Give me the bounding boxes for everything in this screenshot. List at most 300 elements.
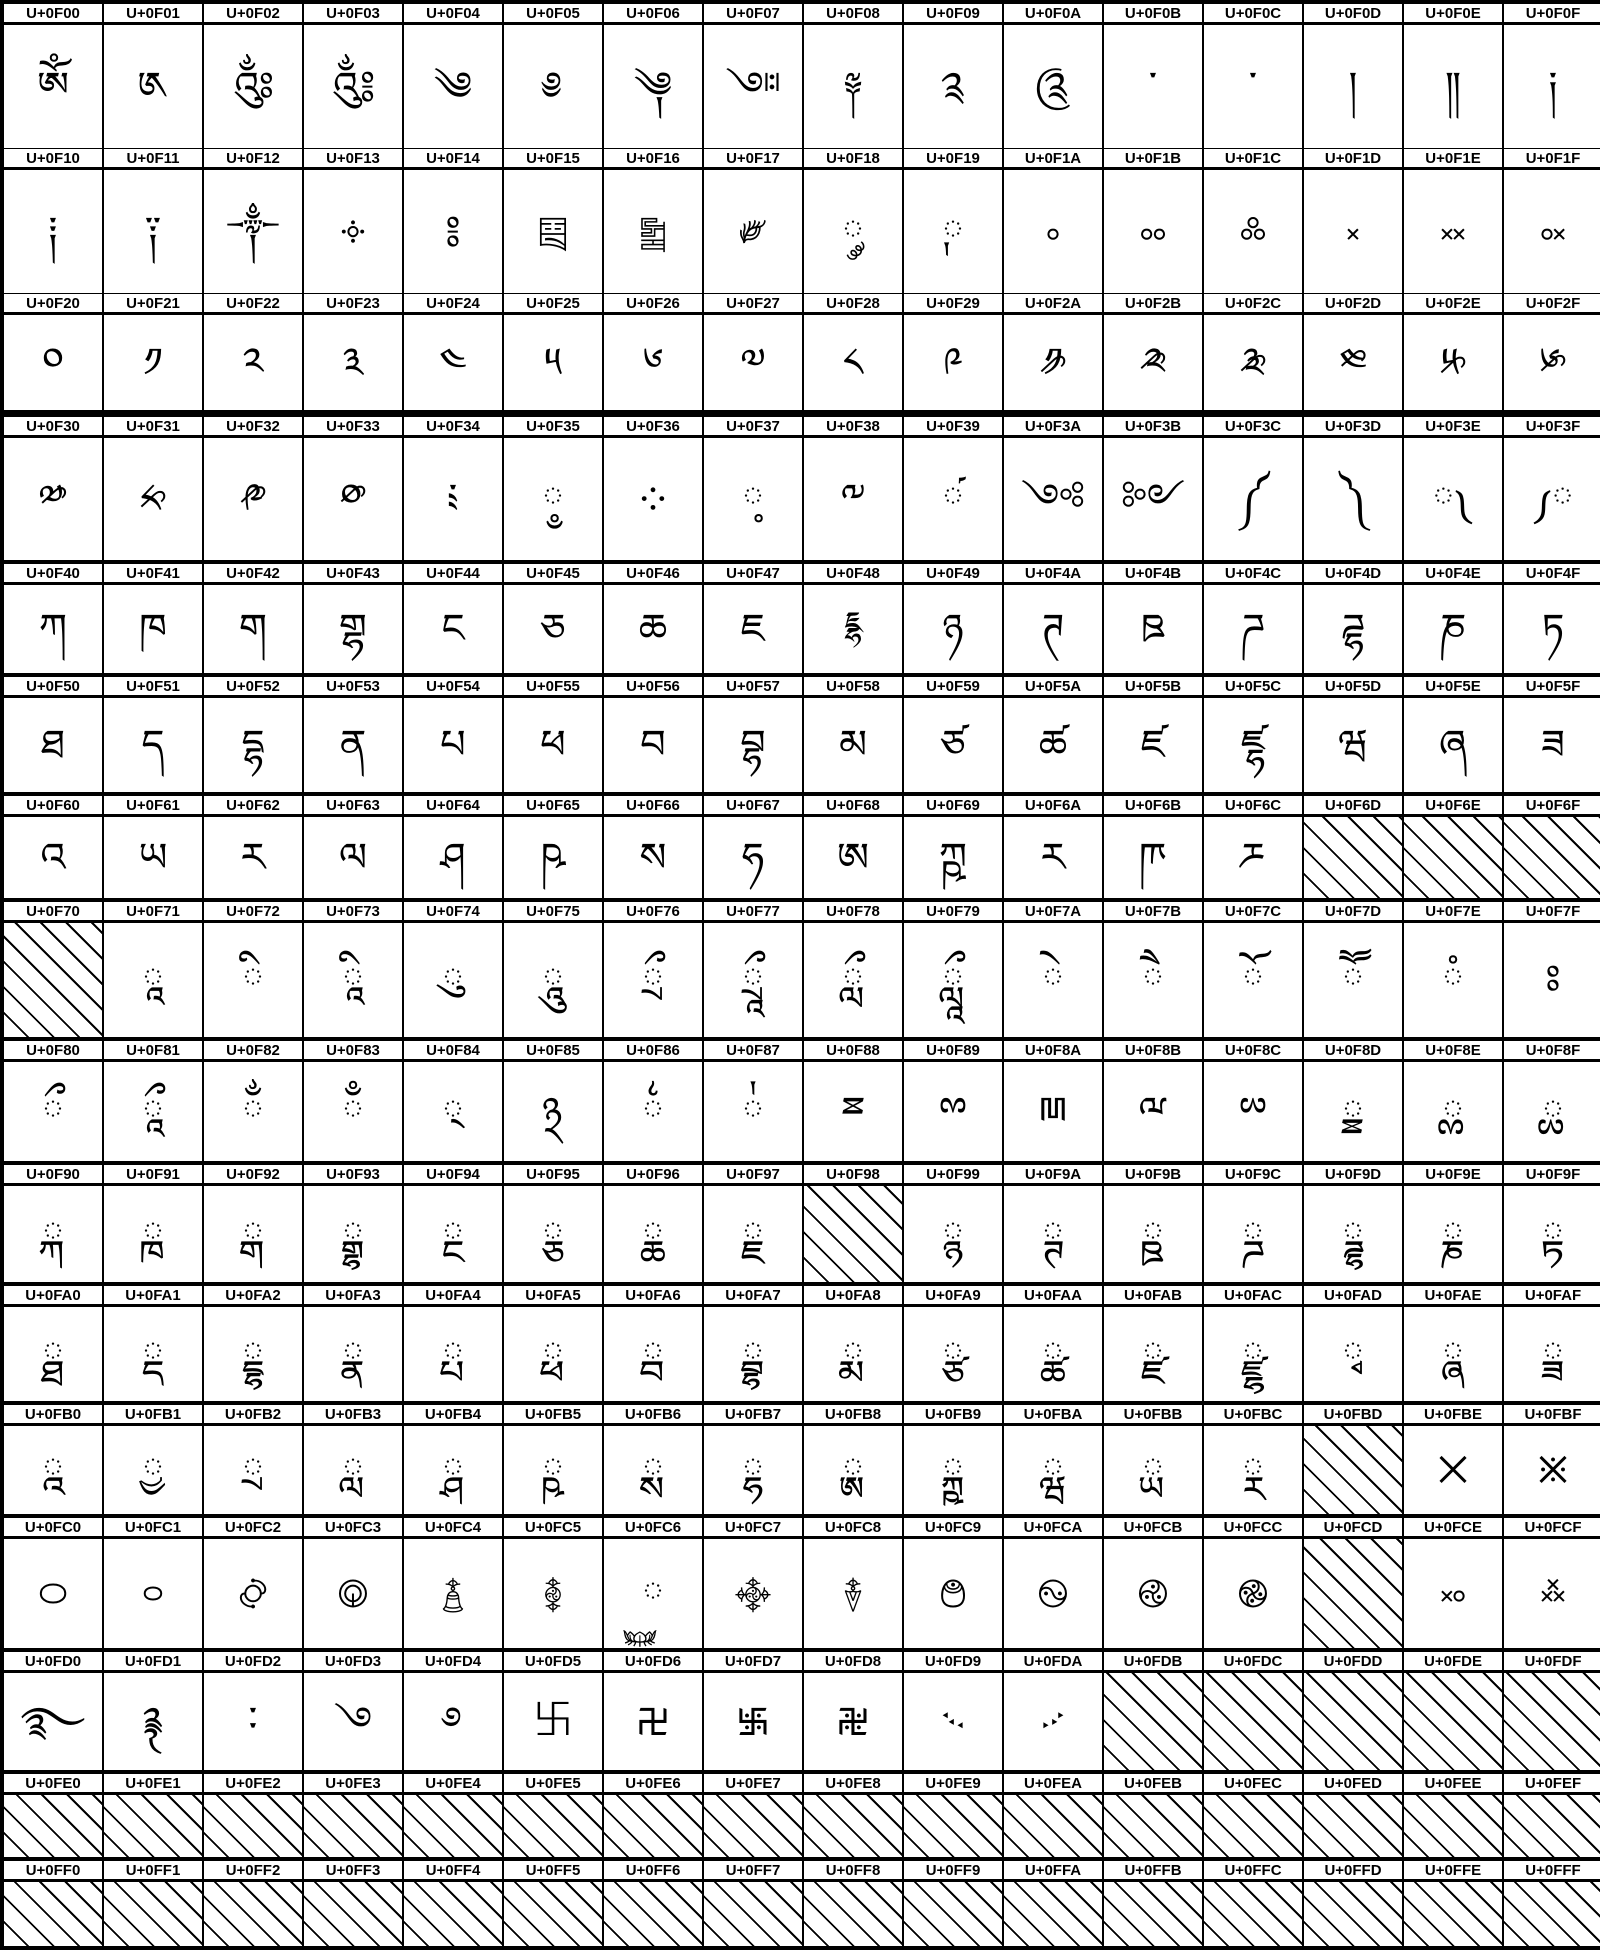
code-point-cell [104,902,202,1037]
glyph-sample: ༂ [232,63,274,110]
glyph-box [1104,1062,1202,1161]
glyph-sample: ◌ོ [1242,957,1264,1003]
glyph-sample: ◌ྂ [242,1088,264,1135]
code-point-cell [504,677,602,792]
glyph-sample: ༡ [143,339,163,386]
unassigned-hatch [1504,1882,1600,1946]
glyph-box [704,315,802,410]
glyph-box [204,1673,302,1770]
code-point-label: U+0FB2 [204,1405,302,1423]
code-point-label: U+0FB3 [304,1405,402,1423]
glyph-sample: ཆ [638,606,668,652]
code-point-cell [1004,4,1102,148]
code-point-cell [1404,1518,1502,1648]
glyph-sample: ◌ྞ [1442,1211,1464,1257]
glyph-box [904,315,1002,410]
code-point-label: U+0F77 [704,902,802,920]
code-point-label: U+0F5A [1004,677,1102,695]
unassigned-hatch [1404,817,1502,898]
glyph-sample: ࿙ [941,1698,965,1745]
code-point-label: U+0F27 [704,294,802,312]
code-point-label: U+0FD2 [204,1652,302,1670]
glyph-sample: ཁ [139,606,167,652]
code-point-label: U+0FD5 [504,1652,602,1670]
glyph-box [904,1062,1002,1161]
code-point-cell [804,1405,902,1514]
code-point-label: U+0F01 [104,4,202,22]
code-point-label: U+0FA3 [304,1286,402,1304]
glyph-sample: ༕ [537,208,569,255]
code-point-label: U+0F8B [1104,1041,1202,1059]
code-point-cell [1104,564,1202,673]
glyph-sample: ࿋ [1137,1570,1169,1617]
glyph-sample: ༃ [330,63,376,110]
code-point-label: U+0F4D [1304,564,1402,582]
code-point-cell [104,4,202,148]
code-point-cell [904,1774,1002,1857]
glyph-box [704,25,802,148]
glyph-box [1204,817,1302,898]
code-point-cell [4,1405,102,1514]
glyph-box [704,1673,802,1770]
glyph-sample: ལ [338,834,368,881]
glyph-sample: ◌ཱུ [542,957,564,1003]
glyph-box [4,1539,102,1648]
unassigned-hatch [704,1882,802,1946]
code-point-cell [804,1518,902,1648]
glyph-sample: ཧ [741,834,765,881]
code-point-label: U+0F51 [104,677,202,695]
code-point-label: U+0FC9 [904,1518,1002,1536]
code-point-cell [104,564,202,673]
unassigned-hatch [404,1882,502,1946]
code-point-cell [704,1774,802,1857]
unassigned-hatch [704,1795,802,1857]
chart-row [0,4,1600,148]
glyph-sample: ང [441,606,465,652]
code-point-label: U+0FD0 [4,1652,102,1670]
glyph-sample: ྈ [841,1088,865,1135]
glyph-sample: ◌ྟ [1542,1211,1564,1257]
glyph-sample: ◌ྶ [642,1447,664,1493]
glyph-box [404,1307,502,1401]
code-point-label: U+0F32 [204,417,302,435]
code-point-label: U+0F65 [504,796,602,814]
glyph-sample: ༑ [144,208,162,255]
code-point-cell [304,1286,402,1401]
code-point-cell [504,1652,602,1770]
glyph-box [104,923,202,1037]
unassigned-hatch [1304,1882,1402,1946]
glyph-sample: ཤ [440,834,466,881]
glyph-box [404,923,502,1037]
code-point-cell [1204,1518,1302,1648]
code-point-label: U+0F03 [304,4,402,22]
code-point-label: U+0F00 [4,4,102,22]
code-point-cell [1204,1652,1302,1770]
glyph-sample: ◌ྫྷ [1242,1331,1264,1377]
code-point-cell [304,1518,402,1648]
glyph-sample: ཀྵ [938,834,968,881]
glyph-sample: ◌྇ [742,1088,764,1135]
code-point-cell [1004,677,1102,792]
code-point-label: U+0F1C [1204,149,1302,167]
glyph-sample: ༣ [342,339,364,386]
code-point-cell [204,1041,302,1161]
glyph-sample: བྷ [740,722,766,768]
code-point-cell [1504,796,1600,898]
code-point-label: U+0F60 [4,796,102,814]
code-point-cell [504,149,602,293]
glyph-box [404,1062,502,1161]
code-point-cell [1104,677,1202,792]
glyph-box [704,1186,802,1282]
code-point-cell [1304,294,1402,410]
code-point-cell [1004,1165,1102,1282]
code-point-cell [1404,902,1502,1037]
unassigned-hatch [4,1882,102,1946]
glyph-sample: ◌༙ [942,208,964,255]
glyph-sample: ◌ྐྵ [942,1447,964,1493]
glyph-sample: ◌ྷ [742,1447,764,1493]
code-point-cell [1204,1165,1302,1282]
code-point-label: U+0F5B [1104,677,1202,695]
code-point-cell [204,902,302,1037]
code-point-label: U+0F88 [804,1041,902,1059]
code-point-cell [604,1652,702,1770]
code-point-label: U+0F05 [504,4,602,22]
code-point-cell [1204,149,1302,293]
code-point-label: U+0F87 [704,1041,802,1059]
glyph-sample: ༇ [725,63,781,110]
code-point-cell [704,1518,802,1648]
glyph-box [1304,1307,1402,1401]
glyph-sample: ༆ [633,63,673,110]
code-point-cell [404,1652,502,1770]
code-point-label: U+0F66 [604,796,702,814]
glyph-box [204,923,302,1037]
code-point-label: U+0FC8 [804,1518,902,1536]
unassigned-hatch [104,1882,202,1946]
code-point-label: U+0FE5 [504,1774,602,1792]
code-point-cell [904,677,1002,792]
glyph-box [1404,585,1502,673]
glyph-box [704,170,802,293]
glyph-box [704,1062,802,1161]
code-point-cell [104,1165,202,1282]
code-point-label: U+0F31 [104,417,202,435]
glyph-sample: ◌ྼ [1242,1447,1264,1493]
code-point-cell [1404,149,1502,293]
unassigned-hatch [1104,1795,1202,1857]
code-point-label: U+0F85 [504,1041,602,1059]
code-point-label: U+0FFA [1004,1861,1102,1879]
code-point-label: U+0FEB [1104,1774,1202,1792]
glyph-box [104,1673,202,1770]
code-point-label: U+0F33 [304,417,402,435]
glyph-box [1404,1426,1502,1514]
code-point-label: U+0F28 [804,294,902,312]
glyph-box [1004,170,1102,293]
code-point-label: U+0FB7 [704,1405,802,1423]
code-point-label: U+0FE0 [4,1774,102,1792]
code-point-label: U+0F6F [1504,796,1600,814]
code-point-label: U+0F9D [1304,1165,1402,1183]
glyph-box [4,1673,102,1770]
code-point-cell [1104,1652,1202,1770]
code-point-cell [204,1652,302,1770]
code-point-cell [1504,564,1600,673]
chart-row [0,796,1600,898]
glyph-sample: ྿ [1537,1447,1569,1493]
chart-row [0,902,1600,1037]
glyph-box [1204,1186,1302,1282]
glyph-sample: ◌ྃ [342,1088,364,1135]
code-point-cell [904,1165,1002,1282]
glyph-box [1204,1426,1302,1514]
glyph-sample: ཌ [1241,606,1265,652]
code-point-label: U+0F17 [704,149,802,167]
code-point-cell [304,1405,402,1514]
code-point-cell [204,4,302,148]
code-point-cell [1304,1041,1402,1161]
code-point-cell [404,1861,502,1946]
code-point-cell [704,294,802,410]
code-point-label: U+0FEA [1004,1774,1102,1792]
code-point-label: U+0F97 [704,1165,802,1183]
glyph-box [104,170,202,293]
glyph-box [804,1539,902,1648]
glyph-box [1004,585,1102,673]
glyph-box [804,438,902,560]
glyph-sample: ད [141,722,165,768]
code-point-label: U+0FF8 [804,1861,902,1879]
glyph-box [304,923,402,1037]
glyph-sample: ࿈ [843,1570,863,1617]
code-point-cell [4,1041,102,1161]
unassigned-hatch [1204,1673,1302,1770]
code-point-label: U+0F3C [1204,417,1302,435]
code-point-cell [1104,796,1202,898]
code-point-cell [1404,677,1502,792]
glyph-sample: ༖ [638,208,668,255]
glyph-box [804,698,902,792]
code-point-label: U+0FFD [1304,1861,1402,1879]
code-point-label: U+0F98 [804,1165,902,1183]
code-point-cell [1304,1286,1402,1401]
code-point-cell [1404,796,1502,898]
code-point-label: U+0F11 [104,149,202,167]
glyph-box [4,315,102,410]
code-point-label: U+0FA7 [704,1286,802,1304]
glyph-box [904,170,1002,293]
code-point-cell [1304,796,1402,898]
glyph-sample: ◌྆ [642,1088,664,1135]
glyph-sample: ࿕ [532,1698,574,1745]
code-point-label: U+0FE7 [704,1774,802,1792]
code-point-cell [704,564,802,673]
glyph-box [604,1307,702,1401]
code-point-label: U+0FD4 [404,1652,502,1670]
code-point-cell [1104,1286,1202,1401]
glyph-box [1104,25,1202,148]
code-point-label: U+0F67 [704,796,802,814]
glyph-box [1104,923,1202,1037]
glyph-sample: ◌ྴ [442,1447,464,1493]
glyph-box [504,25,602,148]
glyph-sample: ◌ཹ [942,957,964,1003]
unassigned-hatch [1404,1795,1502,1857]
code-point-cell [504,796,602,898]
glyph-sample: ◌ཱི [342,957,364,1003]
code-point-label: U+0F34 [404,417,502,435]
code-point-label: U+0FF2 [204,1861,302,1879]
glyph-box [704,585,802,673]
glyph-box [804,1062,902,1161]
glyph-sample: ࿆ [642,1570,664,1617]
glyph-sample: ྍ [1342,1088,1364,1135]
glyph-sample: ༱ [139,476,167,522]
code-point-label: U+0FC1 [104,1518,202,1536]
code-point-label: U+0F16 [604,149,702,167]
code-point-cell [404,1286,502,1401]
glyph-sample: ◌ྲྀ [642,957,664,1003]
code-point-label: U+0F0A [1004,4,1102,22]
code-point-cell [1304,1405,1402,1514]
code-point-cell [1104,1041,1202,1161]
glyph-box [304,817,402,898]
chart-row [0,149,1600,293]
code-point-label: U+0F86 [604,1041,702,1059]
unassigned-hatch [504,1882,602,1946]
code-point-label: U+0F9F [1504,1165,1600,1183]
code-point-cell [1204,1774,1302,1857]
glyph-sample: ༒ [226,208,280,255]
glyph-sample: ཝ [1338,722,1368,768]
glyph-sample: ༩ [942,339,964,386]
glyph-box [504,170,602,293]
glyph-sample: ༳ [339,476,367,522]
unassigned-hatch [404,1795,502,1857]
glyph-box [1004,1186,1102,1282]
code-point-label: U+0F7C [1204,902,1302,920]
glyph-box [304,1307,402,1401]
code-point-label: U+0F48 [804,564,902,582]
code-point-cell [1404,1774,1502,1857]
code-point-cell [1004,1041,1102,1161]
code-point-label: U+0FF3 [304,1861,402,1879]
code-point-cell [1004,1405,1102,1514]
glyph-box [1504,698,1600,792]
glyph-box [1304,25,1402,148]
code-point-cell [1004,294,1102,410]
code-point-cell [804,1286,902,1401]
glyph-sample: ཌྷ [1341,606,1365,652]
glyph-box [104,1307,202,1401]
code-point-cell [804,564,902,673]
code-point-label: U+0F5F [1504,677,1600,695]
glyph-sample: ༭ [1339,339,1367,386]
glyph-box [704,817,802,898]
code-point-cell [404,294,502,410]
glyph-box [504,315,602,410]
glyph-sample: ◌ྒ [242,1211,264,1257]
glyph-box [4,1062,102,1161]
glyph-box [604,1673,702,1770]
code-point-cell [604,1774,702,1857]
code-point-cell [4,1774,102,1857]
glyph-sample: ༏ [1548,63,1558,110]
glyph-box [4,25,102,148]
chart-row [0,677,1600,792]
code-point-label: U+0F25 [504,294,602,312]
chart-row [0,1041,1600,1161]
unassigned-hatch [804,1186,902,1282]
glyph-sample: བ [640,722,666,768]
glyph-sample: ◌ྭ [1342,1331,1364,1377]
code-point-label: U+0F95 [504,1165,602,1183]
code-point-label: U+0F7B [1104,902,1202,920]
glyph-box [704,438,802,560]
code-point-label: U+0F37 [704,417,802,435]
glyph-sample: ◌ྥ [542,1331,564,1377]
glyph-sample: ◌ྡ [142,1331,164,1377]
code-point-cell [1004,1861,1102,1946]
code-point-label: U+0FF6 [604,1861,702,1879]
glyph-box [204,698,302,792]
glyph-box [1104,698,1202,792]
glyph-box [304,585,402,673]
glyph-sample: ◌ྲ [242,1447,264,1493]
code-point-cell [804,149,902,293]
glyph-box [1304,585,1402,673]
glyph-sample: ཅ [540,606,566,652]
code-point-label: U+0F02 [204,4,302,22]
glyph-sample: ཥ [540,834,566,881]
code-point-cell [1004,902,1102,1037]
code-point-label: U+0F26 [604,294,702,312]
glyph-sample: ༴ [447,476,459,522]
code-point-label: U+0F3F [1504,417,1600,435]
glyph-box [404,1539,502,1648]
glyph-sample: ◌ྦྷ [742,1331,764,1377]
code-point-cell [1004,1286,1102,1401]
glyph-box [1404,438,1502,560]
code-point-cell [704,902,802,1037]
glyph-sample: ༺ [1021,476,1085,522]
glyph-box [204,170,302,293]
code-point-label: U+0FC0 [4,1518,102,1536]
code-point-label: U+0F8A [1004,1041,1102,1059]
glyph-sample: ྋ [1138,1088,1168,1135]
unassigned-hatch [804,1882,902,1946]
glyph-box [104,25,202,148]
code-point-label: U+0F52 [204,677,302,695]
unassigned-hatch [1404,1673,1502,1770]
code-point-cell [704,1286,802,1401]
code-point-cell [1304,1652,1402,1770]
code-point-label: U+0F0C [1204,4,1302,22]
glyph-box [504,1539,602,1648]
glyph-box [604,315,702,410]
code-point-cell [604,1518,702,1648]
code-point-cell [304,4,402,148]
code-point-cell [904,902,1002,1037]
glyph-sample: ◌ྻ [1142,1447,1164,1493]
code-point-cell [104,1652,202,1770]
code-point-cell [204,294,302,410]
unassigned-hatch [104,1795,202,1857]
